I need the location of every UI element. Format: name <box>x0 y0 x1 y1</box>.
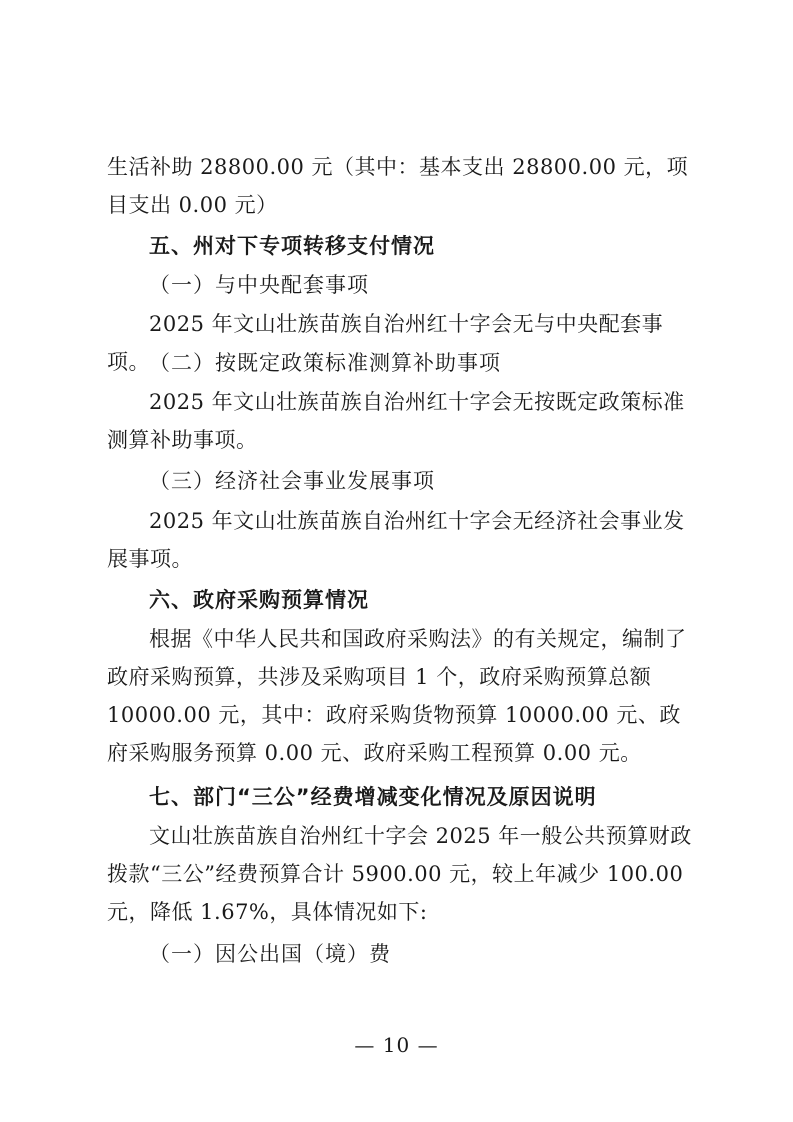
paragraph-5-1: 2025 年文山壮族苗族自治州红十字会无与中央配套事项。 <box>107 312 664 374</box>
heading-section-7: 七、部门“三公”经费增减变化情况及原因说明 <box>149 785 597 809</box>
paragraph-6: 根据《中华人民共和国政府采购法》的有关规定，编制了政府采购预算，共涉及采购项目 1 个，政府采购预算总额 10000.00 元，其中：政府采购货物预算 10000.00 元、政府采购服务预算 0.00 元、政府采购工程预算 0.00 元。 <box>107 627 687 765</box>
paragraph-7: 文山壮族苗族自治州红十字会 2025 年一般公共预算财政拨款“三公”经费预算合计 5900.00 元，较上年减少 100.00 元，降低 1.67%，具体情况如下: <box>107 824 692 924</box>
subheading-5-1: （一）与中央配套事项 <box>149 273 369 297</box>
heading-section-6: 六、政府采购预算情况 <box>149 588 369 612</box>
page-number: — 10 — <box>354 1033 439 1057</box>
paragraph-living-subsidy: 生活补助 28800.00 元（其中：基本支出 28800.00 元，项目支出 0.00 元） <box>107 155 689 217</box>
subheading-5-3: （三）经济社会事业发展事项 <box>149 469 435 493</box>
heading-section-5: 五、州对下专项转移支付情况 <box>149 234 435 258</box>
subheading-5-2: （二）按既定政策标准测算补助事项 <box>149 351 501 375</box>
subheading-7-1: （一）因公出国（境）费 <box>149 942 391 966</box>
paragraph-5-2: 2025 年文山壮族苗族自治州红十字会无按既定政策标准测算补助事项。 <box>107 390 685 452</box>
paragraph-5-3: 2025 年文山壮族苗族自治州红十字会无经济社会事业发展事项。 <box>107 509 685 571</box>
